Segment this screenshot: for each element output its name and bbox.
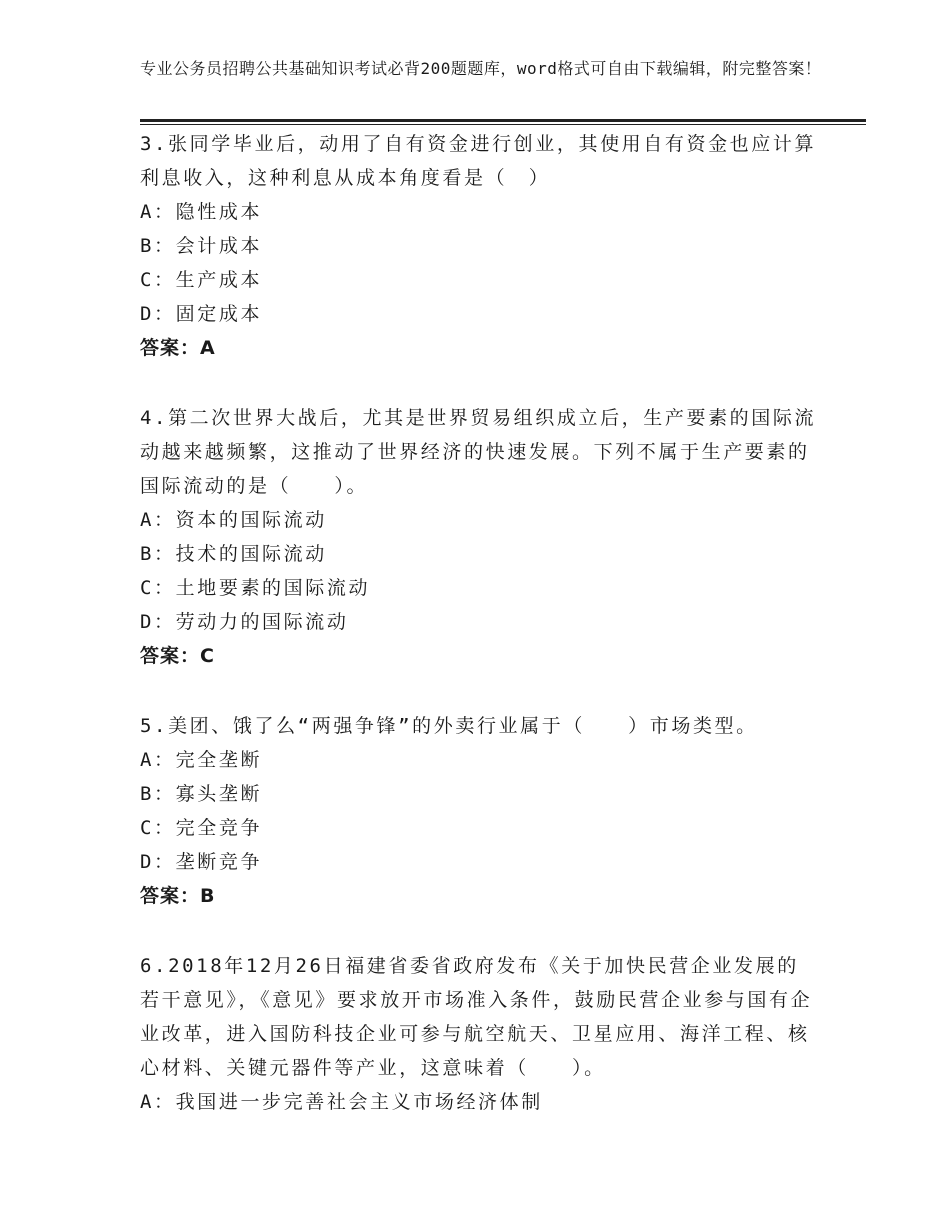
question-text: 6.2018年12月26日福建省委省政府发布《关于加快民营企业发展的若干意见》，《意见》要求放开市场准入条件，鼓励民营企业参与国有企业改革，进入国防科技企业可参与航空航天、卫星应用、海洋工程、核心材料、关键元器件等产业，这意味着（ ）。 — [140, 955, 813, 1079]
option-a: A：资本的国际流动 — [140, 509, 327, 531]
option-d: D：劳动力的国际流动 — [140, 611, 349, 633]
answer: 答案：A — [140, 337, 216, 359]
option-c: C：生产成本 — [140, 269, 263, 291]
question-text: 5.美团、饿了么“两强争锋”的外卖行业属于（ ）市场类型。 — [140, 715, 758, 737]
answer: 答案：B — [140, 885, 216, 907]
question-text: 3.张同学毕业后，动用了自有资金进行创业，其使用自有资金也应计算利息收入，这种利息从成本角度看是（ ） — [140, 133, 817, 189]
option-a: A：完全垄断 — [140, 749, 263, 771]
question-text: 4.第二次世界大战后，尤其是世界贸易组织成立后，生产要素的国际流动越来越频繁，这推动了世界经济的快速发展。下列不属于生产要素的国际流动的是（ ）。 — [140, 407, 817, 497]
option-b: B：技术的国际流动 — [140, 543, 327, 565]
question-4 — [140, 401, 820, 673]
option-d: D：垄断竞争 — [140, 851, 263, 873]
option-c: C：土地要素的国际流动 — [140, 577, 371, 599]
header-rule-thin — [140, 124, 866, 125]
header-rule-thick — [140, 119, 866, 122]
option-d: D：固定成本 — [140, 303, 263, 325]
question-5 — [140, 709, 820, 913]
answer: 答案：C — [140, 645, 215, 667]
option-a: A：隐性成本 — [140, 201, 263, 223]
option-c: C：完全竞争 — [140, 817, 263, 839]
option-b: B：会计成本 — [140, 235, 263, 257]
question-3 — [140, 127, 820, 365]
question-6 — [140, 949, 820, 1119]
option-a: A：我国进一步完善社会主义市场经济体制 — [140, 1091, 543, 1113]
page-header: 专业公务员招聘公共基础知识考试必背200题题库，word格式可自由下载编辑，附完整答案！ — [140, 59, 822, 78]
option-b: B：寡头垄断 — [140, 783, 263, 805]
question-list — [140, 127, 820, 1155]
